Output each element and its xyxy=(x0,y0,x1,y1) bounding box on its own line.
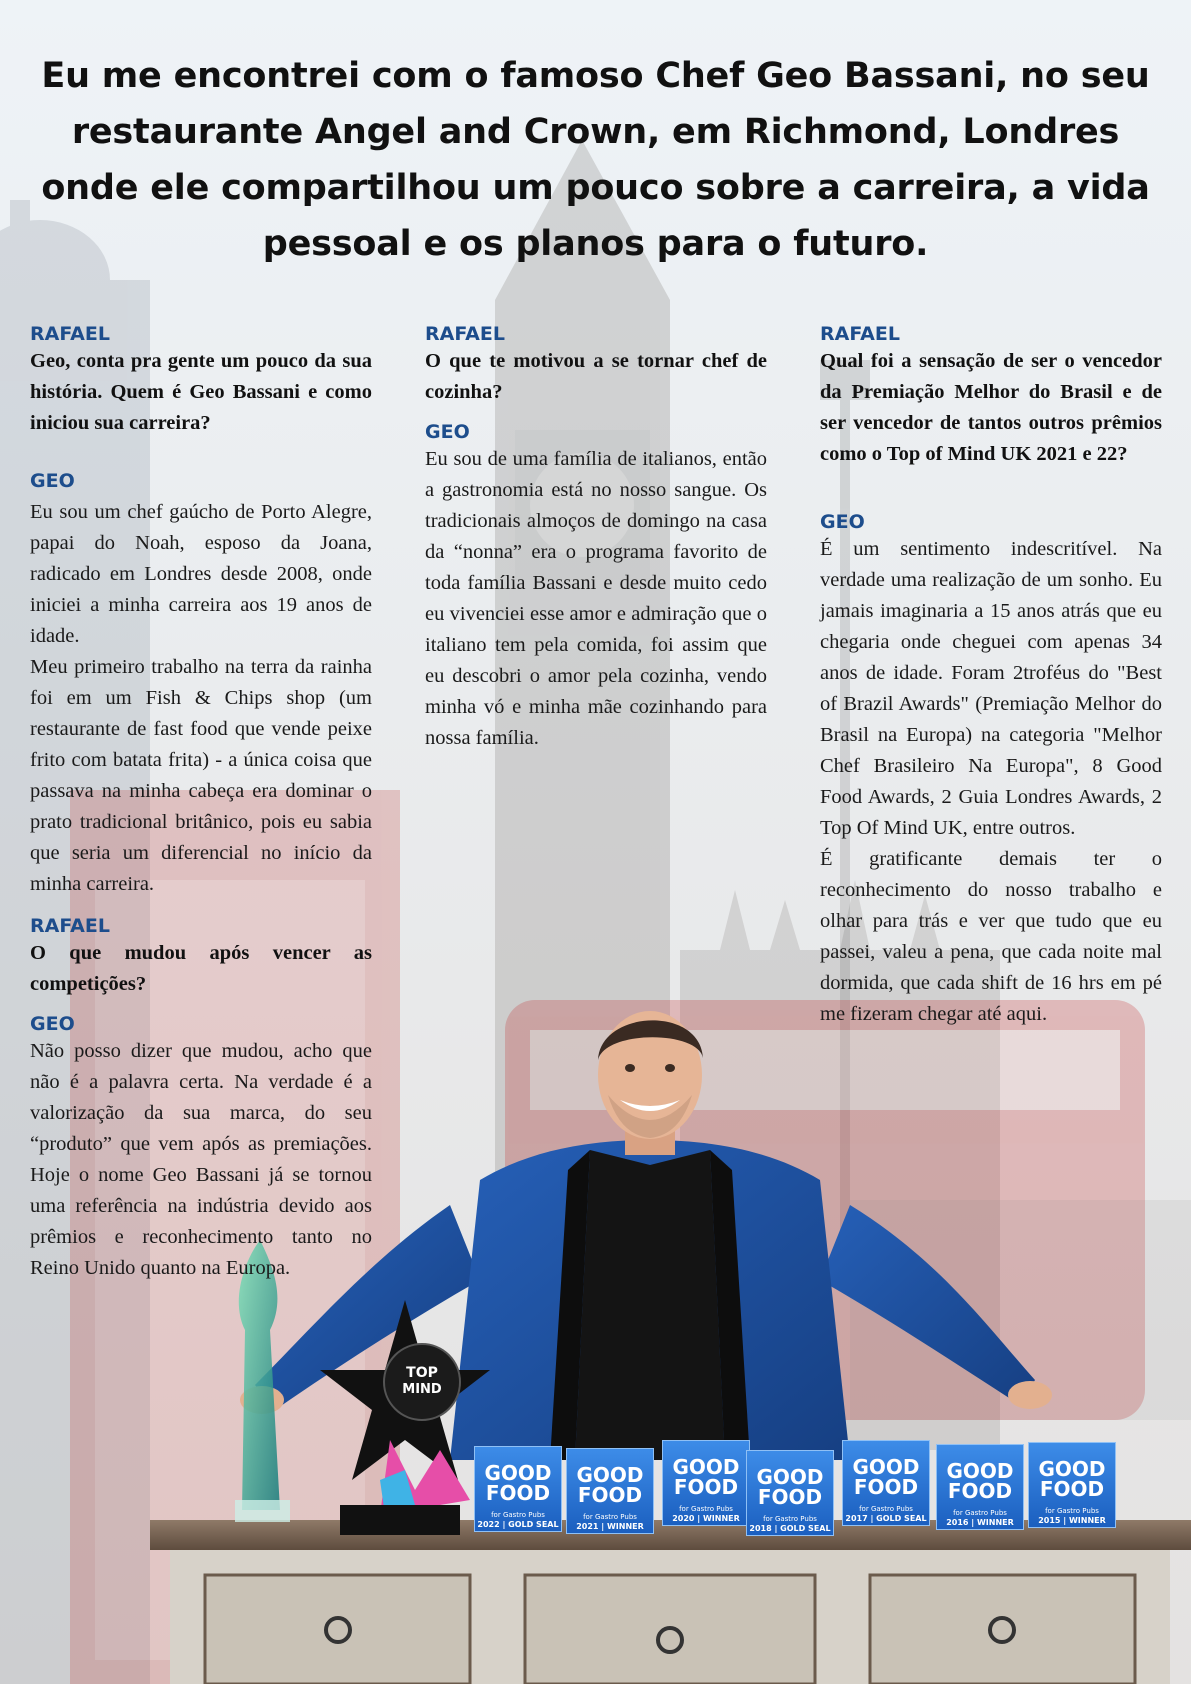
top-of-mind-text: TOP xyxy=(406,1365,438,1381)
good-food-award-plaque xyxy=(746,1450,834,1536)
headline: Eu me encontrei com o famoso Chef Geo Bassani, no seu restaurante Angel and Crown, em Richmond, Londres onde ele compartilhou um pouco sobre a carreira, a vida pessoal e os planos para o futuro. xyxy=(41,56,1150,264)
award-year-label: 2022 | GOLD SEAL xyxy=(477,1520,559,1529)
interview-answer: Eu sou de uma família de italianos, então a gastronomia está no nosso sangue. Os tradicionais almoços de domingo na casa da “nonna” era o programa favorito de toda família Bassani e desde muito cedo eu vivenciei esse amor e admiração que o italiano tem pela comida, foi assim que eu descobri o amor pela cozinha, vendo minha vó e minha mãe cozinhando para nossa família. xyxy=(425,448,767,749)
award-sub-text: for Gastro Pubs xyxy=(763,1515,817,1523)
award-good-text: GOOD xyxy=(1038,1457,1106,1481)
speaker-label: RAFAEL xyxy=(425,323,505,345)
award-food-text: FOOD xyxy=(1039,1477,1105,1501)
award-year-label: 2020 | WINNER xyxy=(672,1514,740,1523)
good-food-award-plaque xyxy=(662,1440,750,1526)
award-sub-text: for Gastro Pubs xyxy=(679,1505,733,1513)
award-year-label: 2017 | GOLD SEAL xyxy=(845,1514,927,1523)
award-good-text: GOOD xyxy=(484,1461,552,1485)
award-good-text: GOOD xyxy=(576,1463,644,1487)
award-sub-text: for Gastro Pubs xyxy=(859,1505,913,1513)
speaker-label: GEO xyxy=(30,470,75,492)
top-of-mind-text: MIND xyxy=(402,1382,442,1397)
award-year-label: 2018 | GOLD SEAL xyxy=(749,1524,831,1533)
column-1 xyxy=(30,322,372,1284)
speaker-label: RAFAEL xyxy=(820,323,900,345)
award-sub-text: for Gastro Pubs xyxy=(1045,1507,1099,1515)
award-food-text: FOOD xyxy=(757,1485,823,1509)
award-sub-text: for Gastro Pubs xyxy=(491,1511,545,1519)
column-3 xyxy=(820,322,1162,1030)
good-food-award-plaque xyxy=(936,1444,1024,1530)
award-year-label: 2016 | WINNER xyxy=(946,1518,1014,1527)
award-year-label: 2015 | WINNER xyxy=(1038,1516,1106,1525)
award-good-text: GOOD xyxy=(672,1455,740,1479)
speaker-label: RAFAEL xyxy=(30,323,110,345)
interview-question: Qual foi a sensação de ser o vencedor da Premiação Melhor do Brasil e de ser vencedor de tantos outros prêmios como o Top of Mind UK 2021 e 22? xyxy=(820,350,1162,465)
award-food-text: FOOD xyxy=(853,1475,919,1499)
interview-question: O que mudou após vencer as competições? xyxy=(30,942,372,995)
top-of-mind-trophy xyxy=(320,1300,490,1540)
good-food-award-plaque xyxy=(566,1448,654,1534)
speaker-label: GEO xyxy=(30,1013,75,1035)
interview-answer: Meu primeiro trabalho na terra da rainha foi em um Fish & Chips shop (um restaurante de fast food que vende peixe frito com batata frita) - a única coisa que passava na minha cabeça era dominar o prato tradicional britânico, pois eu sabia que seria um diferencial no início da minha carreira. xyxy=(30,656,372,895)
interview-answer: É um sentimento indescritível. Na verdade uma realização de um sonho. Eu jamais imaginaria a 15 anos atrás que eu chegaria onde cheguei com apenas 34 anos de idade. Foram 2troféus do "Best of Brazil Awards" (Premiação Melhor do Brasil na Europa) na categoria "Melhor Chef Brasileiro Na Europa", 8 Good Food Awards, 2 Guia Londres Awards, 2 Top Of Mind UK, entre outros. xyxy=(820,538,1162,839)
award-food-text: FOOD xyxy=(673,1475,739,1499)
award-good-text: GOOD xyxy=(852,1455,920,1479)
award-year-label: 2021 | WINNER xyxy=(576,1522,644,1531)
award-food-text: FOOD xyxy=(485,1481,551,1505)
interview-answer: Não posso dizer que mudou, acho que não é a palavra certa. Na verdade é a valorização da sua marca, do seu “produto” que vem após as premiações. Hoje o nome Geo Bassani já se tornou uma referência na indústria devido aos prêmios e reconhecimento tanto no Reino Unido quanto na Europa. xyxy=(30,1040,372,1279)
speaker-label: RAFAEL xyxy=(30,915,110,937)
speaker-label: GEO xyxy=(820,511,865,533)
interview-question: Geo, conta pra gente um pouco da sua história. Quem é Geo Bassani e como iniciou sua carreira? xyxy=(30,350,372,434)
column-2 xyxy=(425,322,767,754)
good-food-award-plaque xyxy=(1028,1442,1116,1528)
interview-answer: Eu sou um chef gaúcho de Porto Alegre, papai do Noah, esposo da Joana, radicado em Londres desde 2008, onde iniciei a minha carreira aos 19 anos de idade. xyxy=(30,501,372,647)
good-food-award-plaque xyxy=(474,1446,562,1532)
interview-question: O que te motivou a se tornar chef de cozinha? xyxy=(425,350,767,403)
award-sub-text: for Gastro Pubs xyxy=(953,1509,1007,1517)
speaker-label: GEO xyxy=(425,421,470,443)
award-sub-text: for Gastro Pubs xyxy=(583,1513,637,1521)
award-good-text: GOOD xyxy=(756,1465,824,1489)
award-good-text: GOOD xyxy=(946,1459,1014,1483)
award-food-text: FOOD xyxy=(577,1483,643,1507)
award-food-text: FOOD xyxy=(947,1479,1013,1503)
good-food-awards xyxy=(474,1440,1119,1540)
good-food-award-plaque xyxy=(842,1440,930,1526)
interview-answer: É gratificante demais ter o reconhecimento do nosso trabalho e olhar para trás e ver que tudo que eu passei, valeu a pena, que cada noite mal dormida, que cada shift de 16 hrs em pé me fizeram chegar até aqui. xyxy=(820,848,1162,1025)
